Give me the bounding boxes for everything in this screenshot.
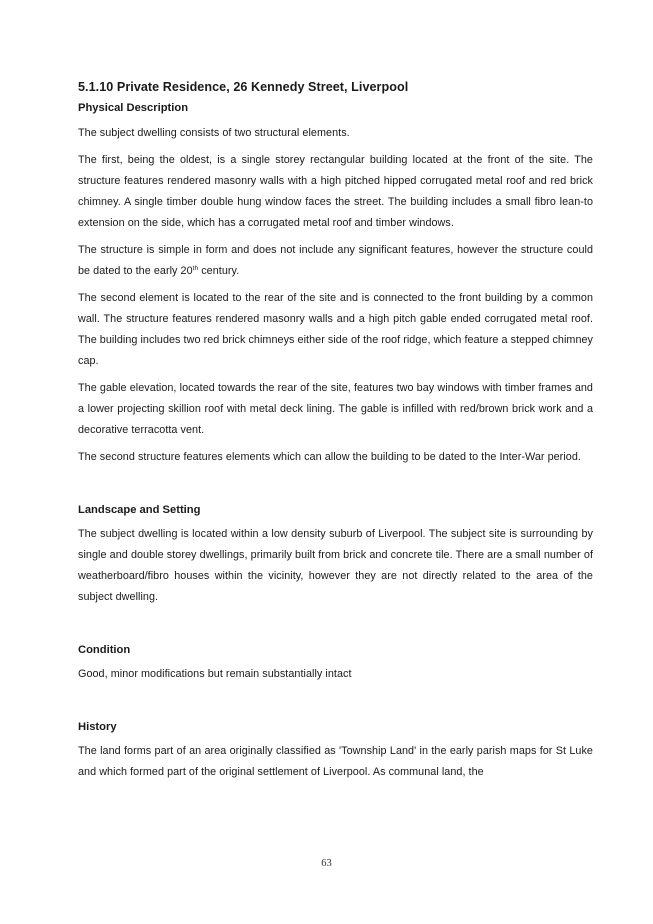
history-paragraph-1: The land forms part of an area originally classified as 'Township Land' in the early parish maps for St Luke and which formed part of the original settlement of Liverpool. As communal land, the [78, 745, 593, 778]
physical-paragraph-1: The subject dwelling consists of two structural elements. [78, 127, 350, 139]
section-heading: 5.1.10 Private Residence, 26 Kennedy Street, Liverpool [78, 80, 409, 94]
landscape-heading: Landscape and Setting [78, 504, 201, 516]
physical-description-heading: Physical Description [78, 102, 189, 114]
physical-paragraph-6: The second structure features elements which can allow the building to be dated to the Inter-War period. [78, 451, 581, 463]
condition-paragraph-1: Good, minor modifications but remain substantially intact [78, 668, 352, 680]
physical-paragraph-3-text: The structure is simple in form and does not include any significant features, however the structure could be dated to the early 20 [78, 244, 593, 277]
ordinal-superscript: th [192, 265, 199, 272]
physical-paragraph-5: The gable elevation, located towards the rear of the site, features two bay windows with timber frames and a lower projecting skillion roof with metal deck lining. The gable is infilled with red/brown brick work and a decorative terracotta vent. [78, 382, 593, 436]
physical-paragraph-3 [78, 240, 593, 282]
document-page [78, 78, 593, 783]
physical-paragraph-2: The first, being the oldest, is a single storey rectangular building located at the front of the site. The structure features rendered masonry walls with a high pitched hipped corrugated metal roof and red brick chimney. A single timber double hung window faces the street. The building includes a small fibro lean-to extension on the side, which has a corrugated metal roof and timber windows. [78, 154, 593, 229]
history-heading: History [78, 721, 117, 733]
physical-paragraph-4: The second element is located to the rear of the site and is connected to the front building by a common wall. The structure features rendered masonry walls and a high pitch gable ended corrugated metal roof. The building includes two red brick chimneys either side of the roof ridge, which feature a stepped chimney cap. [78, 292, 593, 367]
landscape-paragraph-1: The subject dwelling is located within a low density suburb of Liverpool. The subject site is surrounding by single and double storey dwellings, primarily built from brick and concrete tile. There are a small number of weatherboard/fibro houses within the vicinity, however they are not directly related to the area of the subject dwelling. [78, 528, 593, 603]
physical-paragraph-3-end: century. [198, 265, 240, 277]
condition-heading: Condition [78, 644, 131, 656]
page-number: 63 [321, 858, 332, 869]
